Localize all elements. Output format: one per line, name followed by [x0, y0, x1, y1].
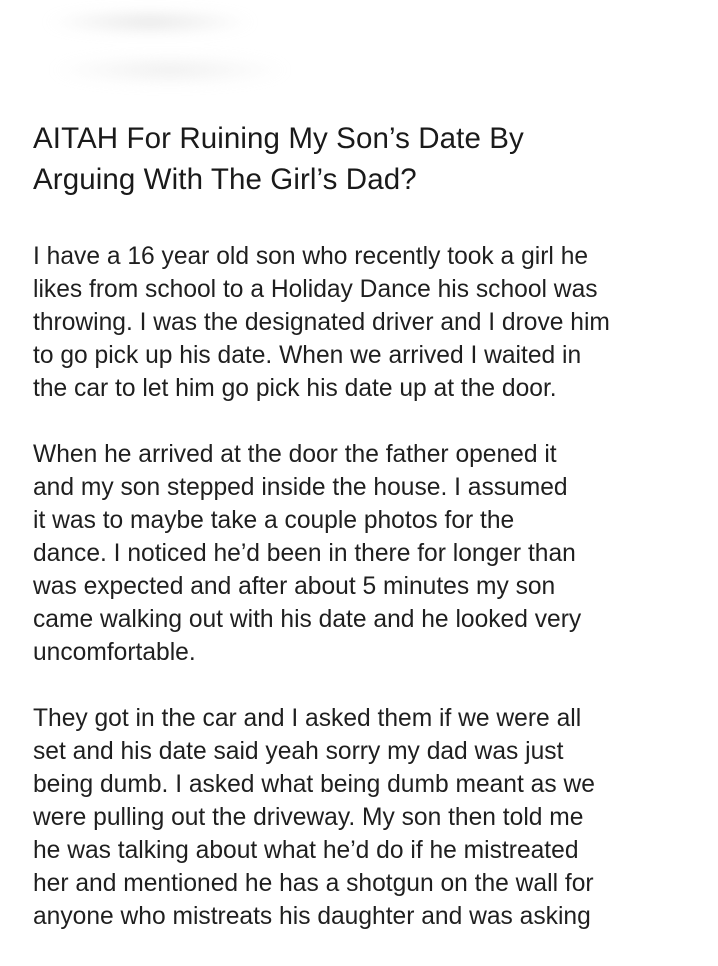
paragraph-line: and my son stepped inside the house. I assumed	[33, 474, 568, 501]
paragraph-line: he was talking about what he’d do if he mistreated	[33, 837, 579, 864]
paragraph-line: her and mentioned he has a shotgun on the wall for	[33, 870, 594, 897]
paragraph-line: were pulling out the driveway. My son then told me	[33, 804, 584, 831]
post-title	[33, 118, 698, 200]
paragraph-line: to go pick up his date. When we arrived I waited in	[33, 342, 582, 369]
paragraph-line: the car to let him go pick his date up at the door.	[33, 375, 557, 402]
paragraph-line: came walking out with his date and he looked very	[33, 606, 582, 633]
paragraph-line: I have a 16 year old son who recently took a girl he	[33, 243, 589, 270]
paragraph-line: They got in the car and I asked them if we were all	[33, 705, 582, 732]
post-paragraph-2	[33, 438, 698, 669]
post-paragraph-3	[33, 702, 698, 933]
paragraph-line: likes from school to a Holiday Dance his school was	[33, 276, 598, 303]
paragraph-line: anyone who mistreats his daughter and was asking	[33, 903, 591, 930]
paragraph-line: uncomfortable.	[33, 639, 196, 666]
paragraph-line: was expected and after about 5 minutes my son	[33, 573, 556, 600]
post-title-line: AITAH For Ruining My Son’s Date By	[33, 122, 524, 155]
post-paragraph-1	[33, 240, 698, 405]
paragraph-line: set and his date said yeah sorry my dad was just	[33, 738, 564, 765]
post-title-line: Arguing With The Girl’s Dad?	[33, 163, 417, 196]
paragraph-line: throwing. I was the designated driver and I drove him	[33, 309, 610, 336]
blurred-header-area	[0, 0, 360, 110]
post-content	[33, 118, 698, 966]
paragraph-line: it was to maybe take a couple photos for the	[33, 507, 515, 534]
paragraph-line: When he arrived at the door the father opened it	[33, 441, 557, 468]
paragraph-line: being dumb. I asked what being dumb meant as we	[33, 771, 595, 798]
paragraph-line: dance. I noticed he’d been in there for longer than	[33, 540, 576, 567]
